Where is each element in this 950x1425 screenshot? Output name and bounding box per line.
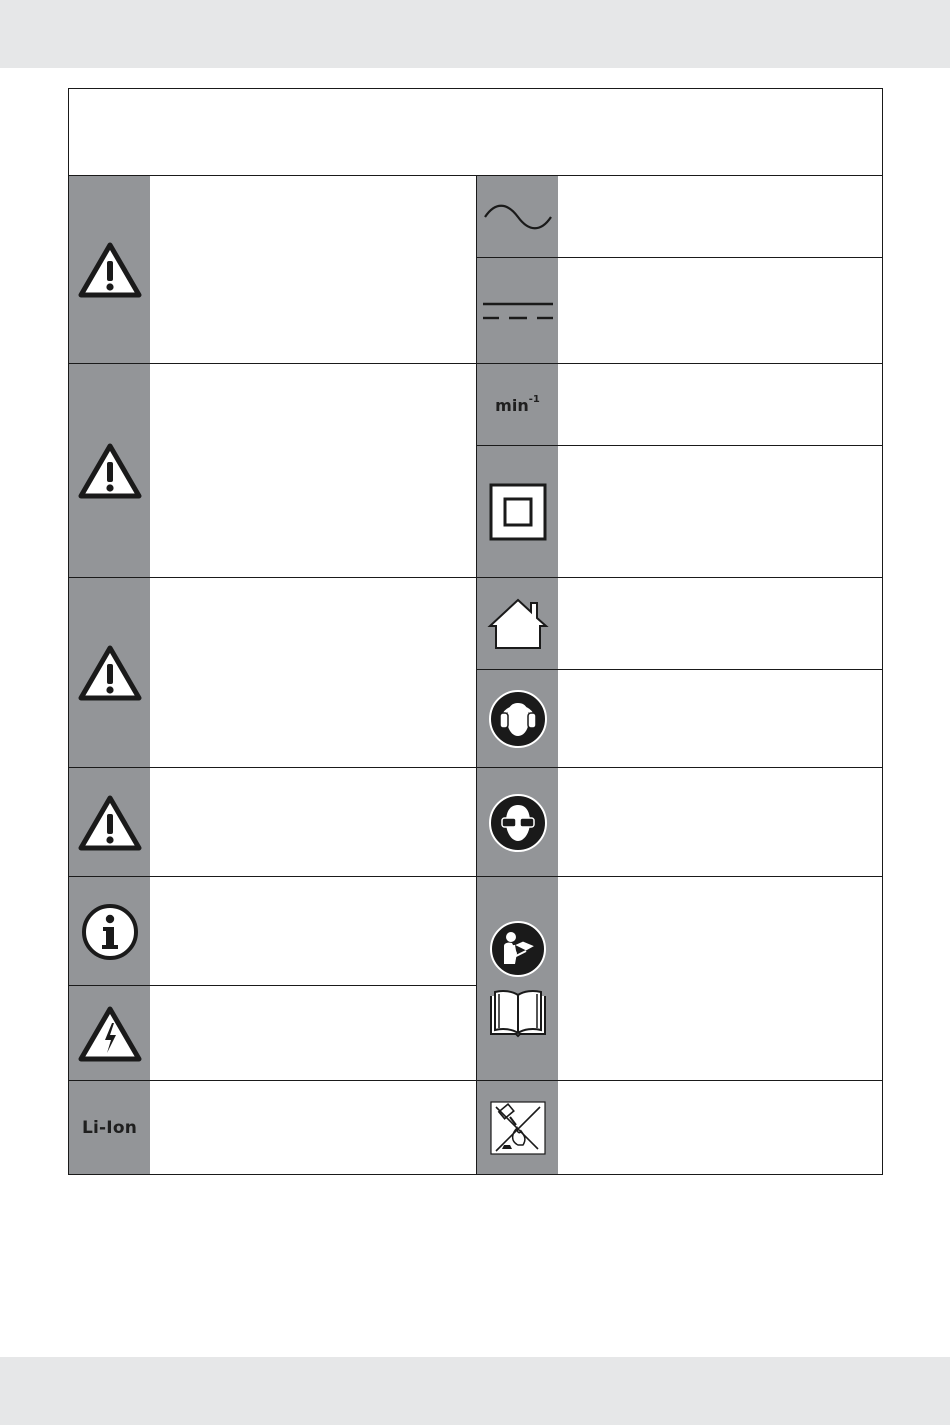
right-row-4-text [558,446,882,578]
left-row-2-icon-cell [69,364,150,578]
left-row-5-icon-cell [69,877,150,986]
right-row-6-text [558,670,882,768]
direct-current-icon [482,300,554,322]
right-row-5-icon-cell [477,578,558,670]
right-row-9-icon-cell [477,1081,558,1174]
left-row-6-text [150,986,476,1081]
info-icon [81,903,139,961]
right-row-2-icon-cell [477,258,558,364]
protection-class-ii-icon [489,483,547,541]
right-row-2-text [558,258,882,364]
ear-protection-icon [488,689,548,749]
row-divider [69,876,476,877]
top-band [0,0,950,68]
row-divider [69,577,476,578]
right-row-7-text [558,768,882,877]
left-row-4-icon-cell [69,768,150,877]
indoor-use-house-icon [487,597,549,651]
row-divider [69,363,476,364]
warning-triangle-icon [77,644,143,702]
row-divider [477,577,882,578]
rpm-unit-label: $\min^{-1}$ [495,394,540,415]
row-divider [477,876,882,877]
left-row-6-icon-cell [69,986,150,1081]
row-divider [477,767,882,768]
right-row-3-text [558,364,882,446]
manual-book-icon [488,988,548,1038]
right-row-1-icon-cell [477,176,558,258]
row-divider [477,1080,882,1081]
row-divider [69,767,476,768]
row-divider [69,1080,476,1081]
left-row-5-text [150,877,476,986]
row-divider [477,445,882,446]
li-ion-battery-label: Li-Ion [81,1117,138,1138]
center-divider [476,176,477,1174]
left-row-7-icon-cell [69,1081,150,1174]
left-row-1-icon-cell [69,176,150,364]
left-row-3-text [150,578,476,768]
row-divider [477,363,882,364]
left-row-1-text [150,176,476,364]
left-row-3-icon-cell [69,578,150,768]
row-divider [477,257,882,258]
right-row-6-icon-cell [477,670,558,768]
warning-triangle-icon [77,442,143,500]
right-row-3-icon-cell [477,364,558,446]
warning-triangle-icon [77,241,143,299]
read-manual-icon [489,920,547,978]
alternating-current-icon [483,202,553,232]
warning-triangle-icon [77,794,143,852]
symbol-table [68,88,883,1175]
table-header [69,89,882,176]
right-row-5-text [558,578,882,670]
right-row-9-text [558,1081,882,1174]
no-fire-battery-icon [490,1101,546,1155]
left-row-2-text [150,364,476,578]
left-row-7-text [150,1081,476,1174]
row-divider [477,669,882,670]
right-row-8-text [558,877,882,1081]
left-row-4-text [150,768,476,877]
right-row-8-icon-cell [477,877,558,1081]
bottom-band [0,1357,950,1425]
right-row-1-text [558,176,882,258]
eye-protection-icon [488,793,548,853]
electric-shock-warning-icon [77,1005,143,1063]
row-divider [69,985,476,986]
right-row-4-icon-cell [477,446,558,578]
right-row-7-icon-cell [477,768,558,877]
